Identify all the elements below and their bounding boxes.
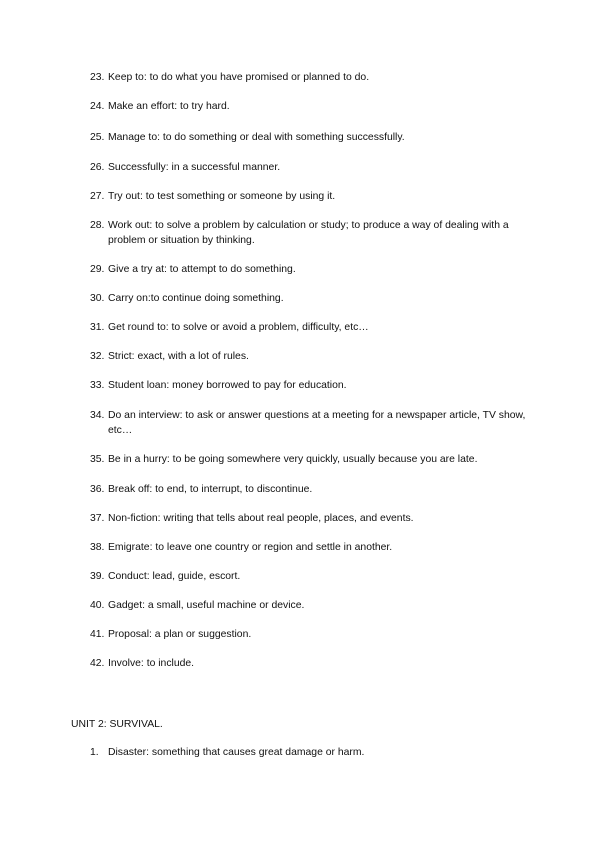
vocab-item-27 <box>90 189 535 204</box>
item-number: 33. <box>90 380 105 391</box>
item-number: 40. <box>90 600 105 611</box>
vocab-item-29 <box>90 262 535 277</box>
vocab-item-42 <box>90 656 535 671</box>
item-text: Be in a hurry: to be going somewhere very quickly, usually because you are late. <box>108 454 478 465</box>
item-number: 31. <box>90 322 105 333</box>
item-text: Non-fiction: writing that tells about real people, places, and events. <box>108 513 414 524</box>
item-text: Proposal: a plan or suggestion. <box>108 629 252 640</box>
item-text: Carry on:to continue doing something. <box>108 293 284 304</box>
vocab-item-38 <box>90 540 535 555</box>
item-number: 37. <box>90 513 105 524</box>
item-number: 25. <box>90 132 105 143</box>
item-number: 26. <box>90 162 105 173</box>
vocab-item-30 <box>90 291 535 306</box>
vocab-item-39 <box>90 569 535 584</box>
item-number: 36. <box>90 484 105 495</box>
vocab-item-26 <box>90 160 535 175</box>
item-number: 24. <box>90 101 105 112</box>
item-number: 39. <box>90 571 105 582</box>
vocab-item-1 <box>90 745 535 760</box>
item-number: 38. <box>90 542 105 553</box>
item-text: Work out: to solve a problem by calculation or study; to produce a way of dealing with a problem or situation by thinking. <box>108 220 509 246</box>
item-number: 32. <box>90 351 105 362</box>
vocab-item-32 <box>90 349 535 364</box>
vocab-item-25 <box>90 130 535 145</box>
item-number: 42. <box>90 658 105 669</box>
item-text: Give a try at: to attempt to do something. <box>108 264 296 275</box>
unit-heading: UNIT 2: SURVIVAL. <box>71 719 163 730</box>
vocab-item-23 <box>90 70 535 85</box>
vocab-item-37 <box>90 511 535 526</box>
item-text: Gadget: a small, useful machine or device. <box>108 600 305 611</box>
item-text: Strict: exact, with a lot of rules. <box>108 351 249 362</box>
item-number: 1. <box>90 747 99 758</box>
item-text: Successfully: in a successful manner. <box>108 162 281 173</box>
vocab-item-28 <box>90 218 535 248</box>
item-text: Do an interview: to ask or answer questions at a meeting for a newspaper article, TV show, etc… <box>108 410 526 436</box>
item-text: Emigrate: to leave one country or region and settle in another. <box>108 542 393 553</box>
item-text: Conduct: lead, guide, escort. <box>108 571 241 582</box>
item-text: Student loan: money borrowed to pay for education. <box>108 380 347 391</box>
item-text: Involve: to include. <box>108 658 195 669</box>
item-number: 34. <box>90 410 105 421</box>
item-number: 27. <box>90 191 105 202</box>
item-text: Break off: to end, to interrupt, to discontinue. <box>108 484 313 495</box>
vocab-item-34 <box>90 408 535 438</box>
item-text: Try out: to test something or someone by using it. <box>108 191 336 202</box>
item-number: 28. <box>90 220 105 231</box>
item-text: Manage to: to do something or deal with something successfully. <box>108 132 405 143</box>
vocab-item-36 <box>90 482 535 497</box>
vocab-item-40 <box>90 598 535 613</box>
item-number: 23. <box>90 72 105 83</box>
vocab-item-35 <box>90 452 535 467</box>
item-number: 30. <box>90 293 105 304</box>
item-number: 29. <box>90 264 105 275</box>
vocab-item-41 <box>90 627 535 642</box>
vocab-item-33 <box>90 378 535 393</box>
vocab-item-24 <box>90 99 535 114</box>
item-text: Keep to: to do what you have promised or planned to do. <box>108 72 370 83</box>
item-number: 41. <box>90 629 105 640</box>
vocab-item-31 <box>90 320 535 335</box>
item-number: 35. <box>90 454 105 465</box>
item-text: Disaster: something that causes great damage or harm. <box>108 747 365 758</box>
item-text: Get round to: to solve or avoid a problem, difficulty, etc… <box>108 322 369 333</box>
item-text: Make an effort: to try hard. <box>108 101 230 112</box>
